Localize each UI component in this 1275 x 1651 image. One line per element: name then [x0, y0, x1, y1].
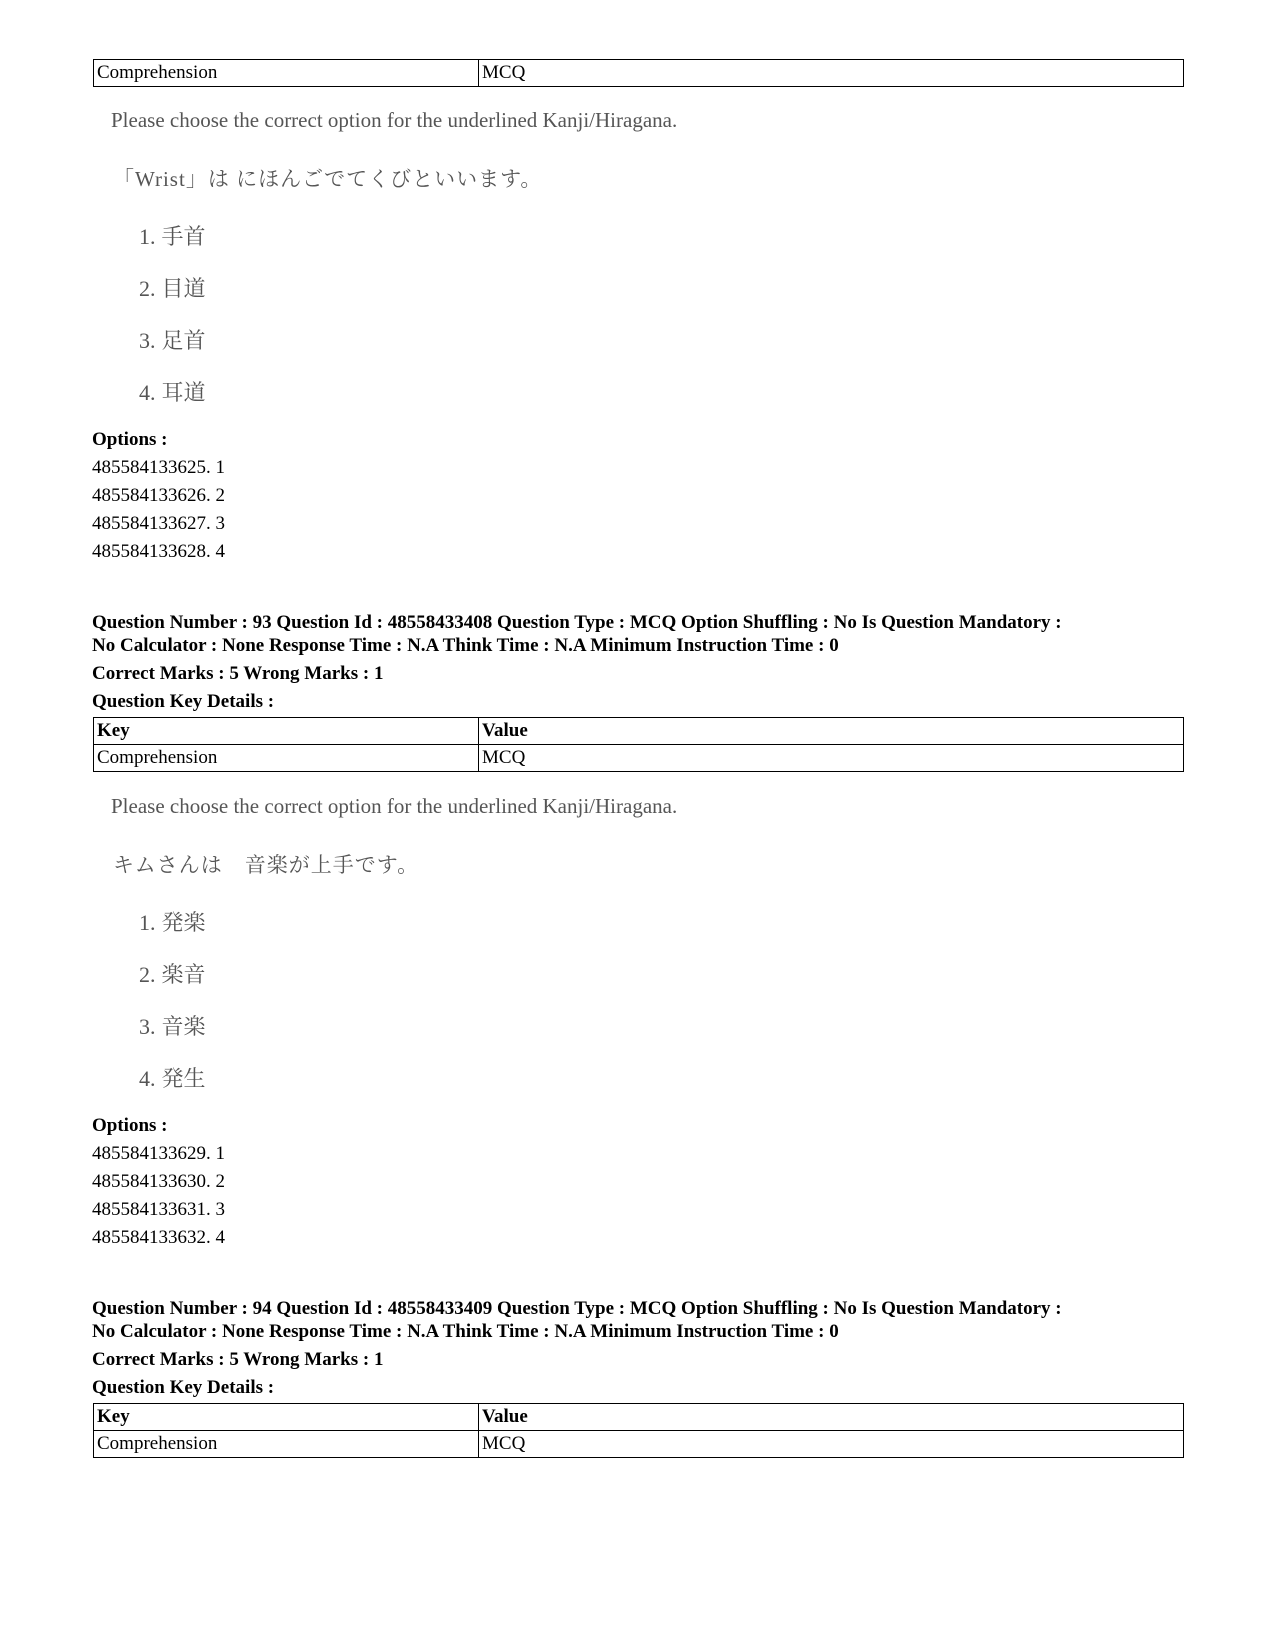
choice-text: 目道 [161, 276, 206, 301]
table-row [94, 60, 1184, 87]
table-header-key: Key [94, 718, 479, 745]
question-meta-line2: No Calculator : None Response Time : N.A Think Time : N.A Minimum Instruction Time : 0 [92, 635, 839, 656]
choice-text: 音楽 [161, 1014, 206, 1039]
key-details-table [93, 717, 1184, 772]
key-details-table [93, 1403, 1184, 1458]
table-row [94, 1431, 1184, 1458]
key-details-label: Question Key Details : [92, 1377, 275, 1398]
option-line: 485584133632. 4 [92, 1227, 225, 1248]
question-meta-line1: Question Number : 93 Question Id : 48558433408 Question Type : MCQ Option Shuffling : No Is Question Mandatory : [92, 612, 1062, 633]
choice-text: 発生 [161, 1066, 206, 1091]
table-header-row [94, 718, 1184, 745]
table-cell-key: Comprehension [94, 60, 479, 87]
choice-item [139, 1062, 206, 1093]
choice-text: 楽音 [161, 962, 206, 987]
table-cell-key: Comprehension [94, 1431, 479, 1458]
table-cell-value: MCQ [479, 1431, 1184, 1458]
option-line: 485584133628. 4 [92, 541, 225, 562]
choice-item [139, 376, 206, 407]
question-instruction: Please choose the correct option for the underlined Kanji/Hiragana. [111, 108, 678, 132]
table-cell-value: MCQ [479, 60, 1184, 87]
option-line: 485584133630. 2 [92, 1171, 225, 1192]
question-marks: Correct Marks : 5 Wrong Marks : 1 [92, 1349, 384, 1370]
question-meta-line2: No Calculator : None Response Time : N.A Think Time : N.A Minimum Instruction Time : 0 [92, 1321, 839, 1342]
option-line: 485584133626. 2 [92, 485, 225, 506]
choice-item [139, 220, 206, 251]
choice-number: 1. [139, 910, 156, 935]
choice-number: 2. [139, 962, 156, 987]
question-sentence: 「Wrist」は にほんごでてくびといいます。 [113, 167, 543, 191]
choice-number: 4. [139, 380, 156, 405]
choice-number: 3. [139, 1014, 156, 1039]
key-details-label: Question Key Details : [92, 691, 275, 712]
choice-item [139, 958, 206, 989]
question-instruction: Please choose the correct option for the underlined Kanji/Hiragana. [111, 794, 678, 818]
options-label: Options : [92, 1115, 168, 1136]
question-sentence: キムさんは 音楽が上手です。 [113, 853, 420, 877]
table-cell-value: MCQ [479, 745, 1184, 772]
table-header-value: Value [479, 1404, 1184, 1431]
choice-number: 3. [139, 328, 156, 353]
choice-item [139, 272, 206, 303]
key-details-table-top [93, 59, 1184, 87]
choice-number: 2. [139, 276, 156, 301]
option-line: 485584133627. 3 [92, 513, 225, 534]
question-meta-line1: Question Number : 94 Question Id : 48558433409 Question Type : MCQ Option Shuffling : No Is Question Mandatory : [92, 1298, 1062, 1319]
table-row [94, 745, 1184, 772]
table-header-key: Key [94, 1404, 479, 1431]
table-header-row [94, 1404, 1184, 1431]
choice-text: 発楽 [161, 910, 206, 935]
options-label: Options : [92, 429, 168, 450]
choice-text: 手首 [161, 224, 206, 249]
choice-item [139, 1010, 206, 1041]
option-line: 485584133629. 1 [92, 1143, 225, 1164]
choice-item [139, 324, 206, 355]
choice-number: 4. [139, 1066, 156, 1091]
choice-text: 足首 [161, 328, 206, 353]
choice-item [139, 906, 206, 937]
table-cell-key: Comprehension [94, 745, 479, 772]
question-marks: Correct Marks : 5 Wrong Marks : 1 [92, 663, 384, 684]
choice-text: 耳道 [161, 380, 206, 405]
table-header-value: Value [479, 718, 1184, 745]
choice-number: 1. [139, 224, 156, 249]
option-line: 485584133625. 1 [92, 457, 225, 478]
option-line: 485584133631. 3 [92, 1199, 225, 1220]
